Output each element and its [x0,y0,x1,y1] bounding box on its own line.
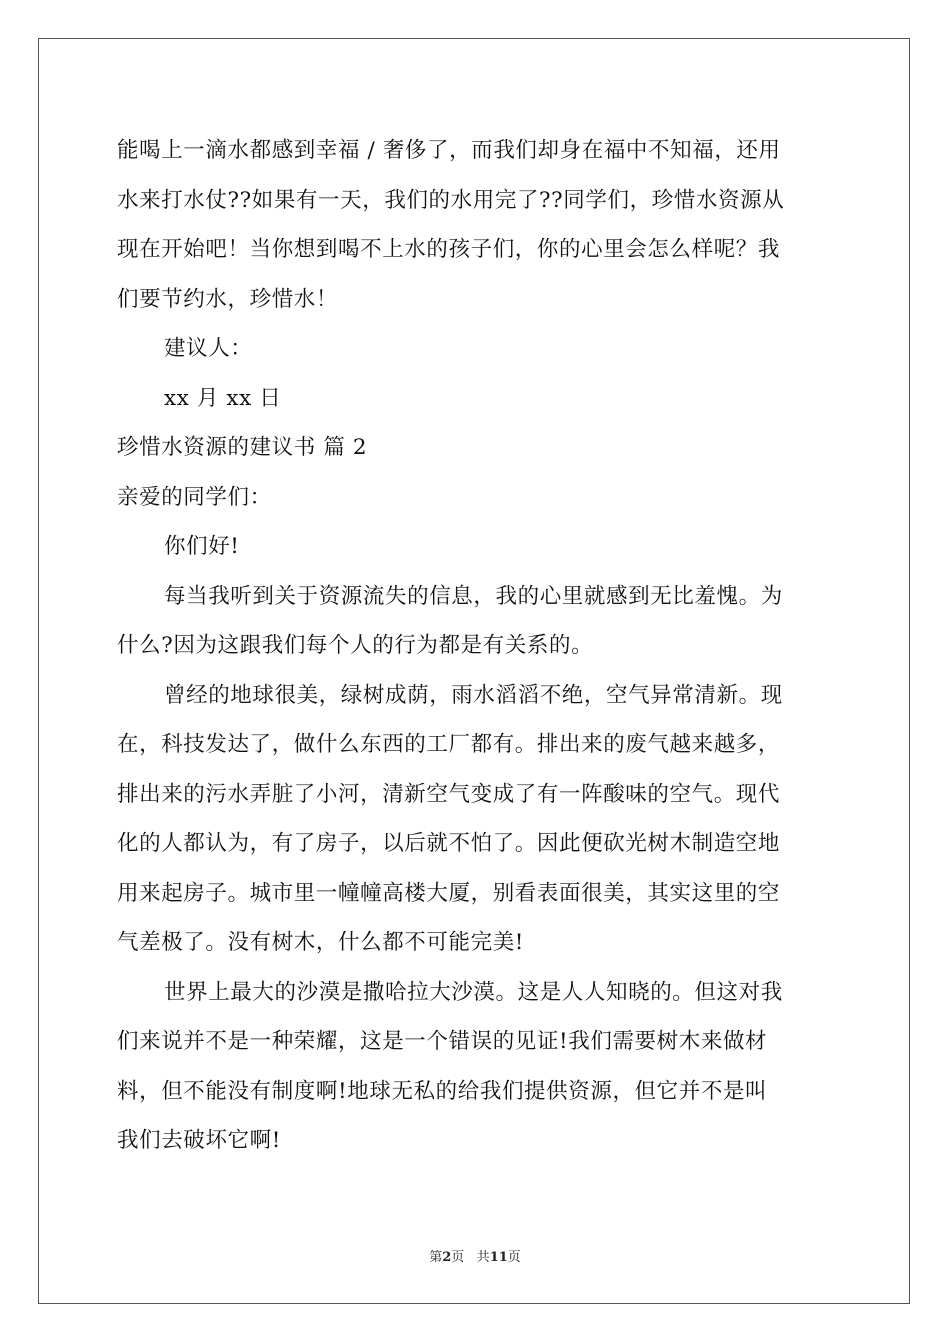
signature-label: 建议人： [164,336,253,361]
body-line: 气差极了。没有树木，什么都不可能完美! [117,930,525,955]
body-line: 排出来的污水弄脏了小河，清新空气变成了有一阵酸味的空气。现代 [117,781,781,807]
document-body [117,126,833,1166]
body-line: 什么?因为这跟我们每个人的行为都是有关系的。 [117,633,594,658]
body-line: 每当我听到关于资源流失的信息，我的心里就感到无比羞愧。为 [164,583,783,609]
greeting: 你们好! [164,534,240,559]
body-line: 世界上最大的沙漠是撒哈拉大沙漠。这是人人知晓的。但这对我 [164,979,783,1005]
body-line: 水来打水仗??如果有一天，我们的水用完了??同学们，珍惜水资源从 [117,187,785,213]
signature-date: xx 月 xx 日 [164,385,282,411]
body-line: 们要节约水，珍惜水！ [117,286,339,312]
body-line: 能喝上一滴水都感到幸福 / 奢侈了，而我们却身在福中不知福，还用 [117,138,781,163]
body-line: 化的人都认为，有了房子，以后就不怕了。因此便砍光树木制造空地 [117,831,781,856]
body-line: 现在开始吧！当你想到喝不上水的孩子们，你的心里会怎么样呢？我 [117,237,781,262]
body-line: 料，但不能没有制度啊!地球无私的给我们提供资源，但它并不是叫 [117,1078,768,1104]
salutation: 亲爱的同学们： [117,484,272,510]
total-suffix: 页 [507,1250,521,1265]
page-prefix: 第 [429,1250,443,1265]
body-line: 们来说并不是一种荣耀，这是一个错误的见证!我们需要树木来做材 [117,1029,768,1054]
body-line: 我们去破坏它啊! [117,1128,281,1153]
total-prefix: 共 [476,1250,490,1265]
total-pages: 11 [489,1250,508,1265]
page-suffix: 页 [451,1250,465,1265]
page-number: 2 [442,1250,452,1265]
body-line: 用来起房子。城市里一幢幢高楼大厦，别看表面很美，其实这里的空 [117,880,781,906]
body-line: 在，科技发达了，做什么东西的工厂都有。排出来的废气越来越多， [117,732,781,757]
body-line: 曾经的地球很美，绿树成荫，雨水滔滔不绝，空气异常清新。现 [164,682,783,708]
section-title: 珍惜水资源的建议书 篇 2 [117,435,368,460]
page-footer [0,1246,950,1265]
